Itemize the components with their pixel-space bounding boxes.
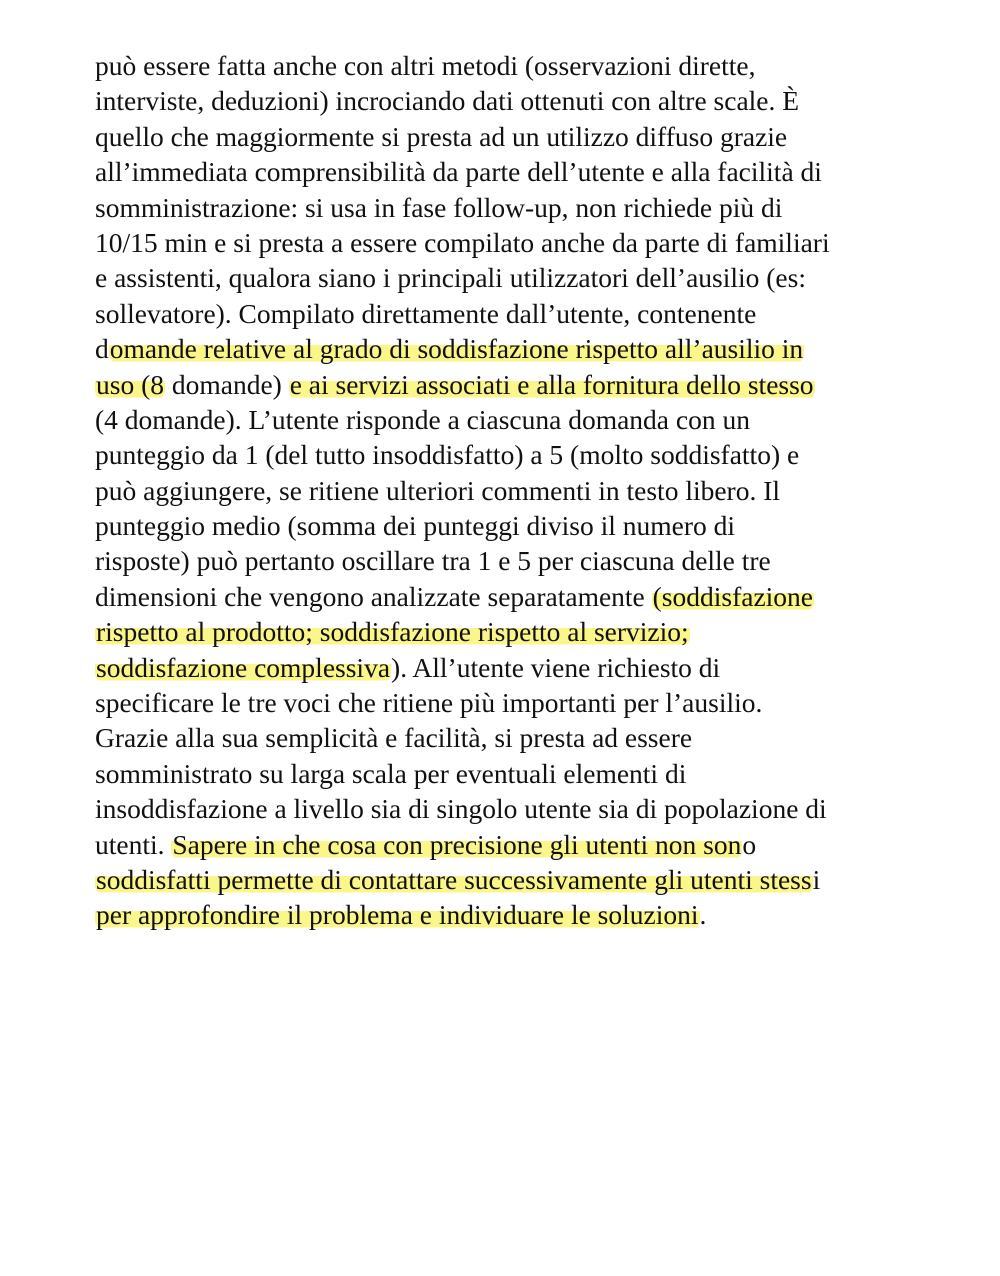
text-line — [95, 225, 925, 260]
text-line — [95, 260, 925, 295]
text-line — [95, 756, 925, 791]
text-line — [95, 897, 925, 932]
text-segment: può essere fatta anche con altri metodi (osservazioni dirette, — [95, 50, 756, 81]
text-segment: dimensioni che vengono analizzate separatamente — [95, 580, 652, 612]
text-line — [95, 685, 925, 720]
text-line — [95, 473, 925, 508]
text-segment: all’immediata comprensibilità da parte dell’utente e alla facilità di — [95, 156, 822, 188]
text-segment: specificare le tre voci che ritiene più importanti per l’ausilio. — [95, 687, 763, 719]
text-segment: ). All’utente viene richiesto di — [391, 651, 721, 683]
body-paragraph — [95, 48, 925, 933]
text-segment: può aggiungere, se ritiene ulteriori commenti in testo libero. Il — [95, 474, 781, 506]
text-line — [95, 543, 925, 578]
text-line — [95, 331, 925, 366]
highlighted-text: rispetto al prodotto; soddisfazione rispetto al servizio; — [96, 616, 689, 648]
text-line — [95, 48, 925, 83]
text-line — [95, 190, 925, 225]
text-segment: 10/15 min e si presta a essere compilato anche da parte di familiari — [95, 226, 830, 258]
text-line — [95, 296, 925, 331]
text-segment: punteggio medio (somma dei punteggi diviso il numero di — [95, 510, 736, 542]
highlighted-text: omande relative al grado di soddisfazione rispetto all’ausilio in — [109, 333, 804, 365]
highlighted-text: soddisfatti permette di contattare successivamente gli utenti stess — [96, 863, 812, 895]
text-line — [95, 579, 925, 614]
text-segment: Grazie alla sua semplicità e facilità, si presta ad essere — [95, 722, 693, 754]
text-segment: o — [742, 828, 757, 860]
highlighted-text: Sapere in che cosa con precisione gli utenti non son — [172, 828, 742, 860]
text-segment: somministrazione: si usa in fase follow-up, non richiede più di — [95, 191, 783, 223]
highlighted-text: soddisfazione complessiva — [96, 651, 391, 683]
text-segment: domande) — [165, 368, 289, 400]
highlighted-text: uso (8 — [96, 368, 164, 400]
text-segment: quello che maggiormente si presta ad un utilizzo diffuso grazie — [95, 120, 788, 152]
text-line — [95, 154, 925, 189]
text-segment: i — [812, 863, 821, 895]
text-segment: punteggio da 1 (del tutto insoddisfatto) a 5 (molto soddisfatto) e — [95, 439, 800, 471]
text-segment: interviste, deduzioni) incrociando dati ottenuti con altre scale. È — [95, 85, 800, 117]
text-segment: (4 domande). L’utente risponde a ciascuna domanda con un — [95, 403, 750, 435]
highlighted-text: per approfondire il problema e individuare le soluzioni — [96, 899, 699, 931]
text-segment: . — [699, 899, 707, 931]
text-segment: insoddisfazione a livello sia di singolo utente sia di popolazione di — [95, 793, 827, 825]
text-line — [95, 119, 925, 154]
text-segment: e assistenti, qualora siano i principali utilizzatori dell’ausilio (es: — [95, 262, 806, 294]
text-line — [95, 83, 925, 118]
text-line — [95, 437, 925, 472]
text-line — [95, 650, 925, 685]
text-line — [95, 367, 925, 402]
text-line — [95, 614, 925, 649]
text-segment: d — [95, 333, 109, 365]
text-line — [95, 862, 925, 897]
text-segment: utenti. — [95, 828, 172, 860]
text-segment: sollevatore). Compilato direttamente dall’utente, contenente — [95, 297, 757, 329]
text-segment: somministrato su larga scala per eventuali elementi di — [95, 757, 687, 789]
highlighted-text: e ai servizi associati e alla fornitura dello stesso — [289, 368, 814, 400]
text-line — [95, 791, 925, 826]
highlighted-text: (soddisfazione — [652, 580, 814, 612]
text-line — [95, 508, 925, 543]
text-segment: risposte) può pertanto oscillare tra 1 e 5 per ciascuna delle tre — [95, 545, 771, 577]
text-line — [95, 720, 925, 755]
text-line — [95, 402, 925, 437]
text-line — [95, 827, 925, 862]
